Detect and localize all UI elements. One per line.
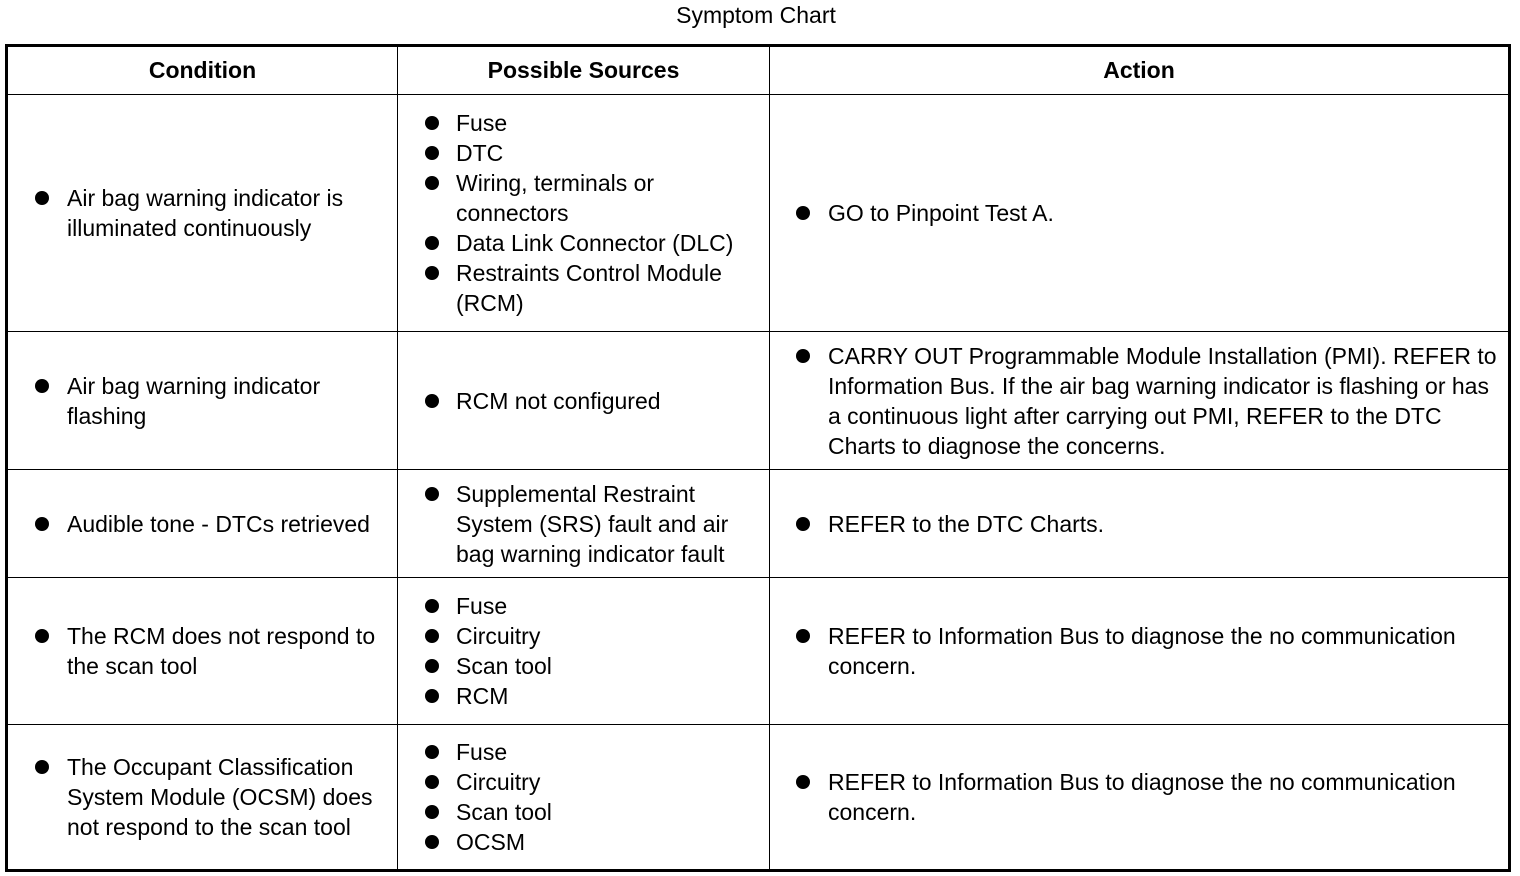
list-item [398,681,769,711]
bullet-icon [35,191,49,205]
source-list [398,591,769,711]
table-row [7,332,1510,470]
list-item [398,168,769,228]
bullet-icon [796,349,810,363]
condition-text: The RCM does not respond to the scan tool [67,623,376,679]
bullet-icon [425,805,439,819]
table-row [7,95,1510,332]
condition-list [8,183,397,243]
bullet-icon [796,517,810,531]
column-header-possible-sources: Possible Sources [398,46,770,95]
list-item [8,371,397,431]
source-list [398,386,769,416]
source-cell [398,725,770,871]
condition-text: Air bag warning indicator is illuminated continuously [67,185,344,241]
source-text: Supplemental Restraint System (SRS) fault and air bag warning indicator fault [456,480,729,567]
action-text: GO to Pinpoint Test A. [828,200,1054,226]
list-item [8,752,397,842]
bullet-icon [425,599,439,613]
source-text: Scan tool [456,799,552,825]
action-list [770,621,1508,681]
list-item [398,479,769,569]
bullet-icon [796,629,810,643]
bullet-icon [35,517,49,531]
bullet-icon [425,689,439,703]
column-header-condition: Condition [7,46,398,95]
list-item [770,509,1508,539]
source-cell [398,470,770,578]
action-cell [770,578,1510,725]
source-text: DTC [456,140,504,166]
bullet-icon [425,236,439,250]
source-text: OCSM [456,829,525,855]
list-item [398,621,769,651]
source-text: Fuse [456,593,508,619]
list-item [398,138,769,168]
action-text: REFER to Information Bus to diagnose the no communication concern. [828,623,1456,679]
action-cell [770,95,1510,332]
source-list [398,737,769,857]
bullet-icon [796,206,810,220]
bullet-icon [35,379,49,393]
list-item [398,767,769,797]
bullet-icon [35,629,49,643]
list-item [770,767,1508,827]
source-cell [398,578,770,725]
bullet-icon [35,760,49,774]
bullet-icon [425,745,439,759]
action-text: CARRY OUT Programmable Module Installation (PMI). REFER to Information Bus. If the air bag warning indicator is flashing or has a continuous light after carrying out PMI, REFER to the DTC Charts to diagnose the concerns. [828,342,1497,459]
list-item [770,198,1508,228]
column-header-action: Action [770,46,1510,95]
bullet-icon [425,487,439,501]
condition-cell [7,578,398,725]
bullet-icon [425,176,439,190]
source-cell [398,95,770,332]
list-item [398,258,769,318]
list-item [8,621,397,681]
list-item [398,797,769,827]
action-list [770,767,1508,827]
bullet-icon [425,659,439,673]
condition-list [8,509,397,539]
action-cell [770,725,1510,871]
source-list [398,479,769,569]
action-text: REFER to the DTC Charts. [828,510,1105,537]
action-list [770,509,1508,539]
list-item [398,827,769,857]
condition-text: Air bag warning indicator flashing [67,372,321,429]
source-text: Circuitry [456,769,541,795]
source-text: Data Link Connector (DLC) [456,230,734,256]
header-row [7,46,1510,95]
condition-list [8,621,397,681]
table-row [7,578,1510,725]
condition-text: The Occupant Classification System Module (OCSM) does not respond to the scan tool [67,754,373,840]
bullet-icon [425,266,439,280]
bullet-icon [425,835,439,849]
action-cell [770,332,1510,470]
source-text: Fuse [456,110,508,136]
page-title: Symptom Chart [676,2,836,28]
source-text: Wiring, terminals or connectors [456,170,655,226]
bullet-icon [796,775,810,789]
source-text: Fuse [456,739,508,765]
condition-cell [7,725,398,871]
list-item [398,108,769,138]
condition-cell [7,470,398,578]
list-item [770,621,1508,681]
source-list [398,108,769,318]
symptom-chart-table [5,44,1511,872]
condition-list [8,371,397,431]
source-text: Restraints Control Module (RCM) [456,260,722,316]
list-item [8,183,397,243]
bullet-icon [425,775,439,789]
condition-cell [7,332,398,470]
list-item [8,509,397,539]
action-text: REFER to Information Bus to diagnose the no communication concern. [828,769,1456,825]
source-cell [398,332,770,470]
list-item [770,341,1508,461]
list-item [398,737,769,767]
action-list [770,341,1508,461]
table-row [7,725,1510,871]
condition-text: Audible tone - DTCs retrieved [67,510,370,537]
bullet-icon [425,146,439,160]
bullet-icon [425,116,439,130]
action-cell [770,470,1510,578]
list-item [398,651,769,681]
source-text: RCM not configured [456,387,661,414]
bullet-icon [425,629,439,643]
condition-cell [7,95,398,332]
list-item [398,591,769,621]
condition-list [8,752,397,842]
list-item [398,386,769,416]
list-item [398,228,769,258]
source-text: Circuitry [456,623,541,649]
source-text: RCM [456,683,509,709]
action-list [770,198,1508,228]
table-row [7,470,1510,578]
bullet-icon [425,394,439,408]
source-text: Scan tool [456,653,552,679]
